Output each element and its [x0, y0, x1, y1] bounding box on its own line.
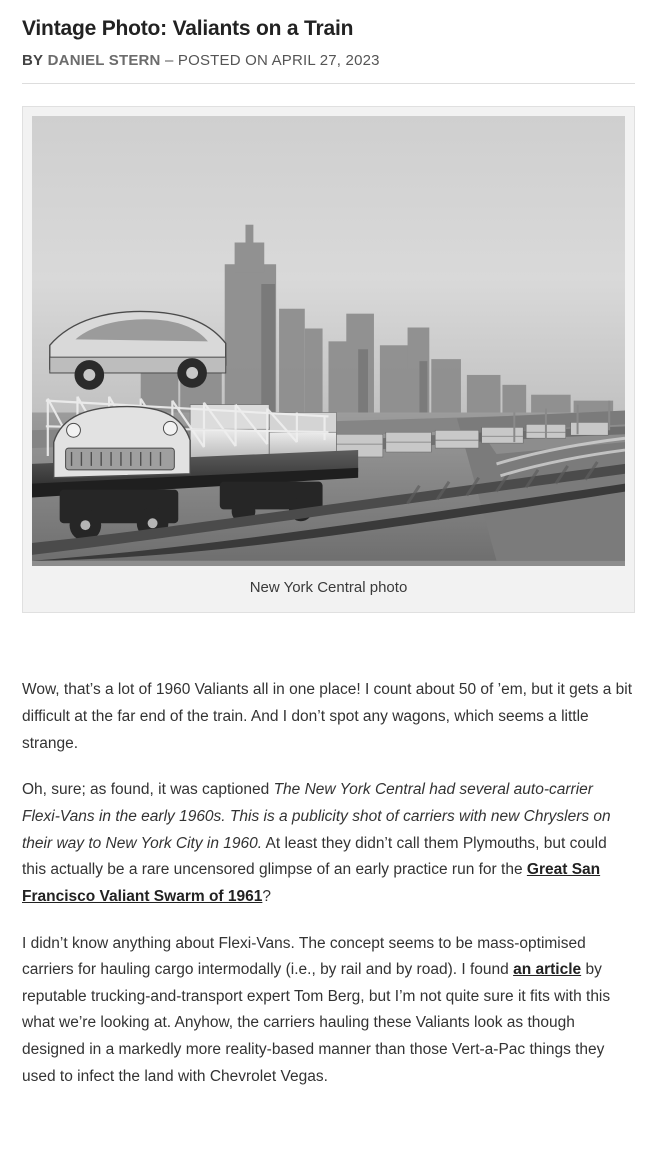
paragraph-2-text-b: At least they didn’t call them Plymouths, but could this actually be a rare uncensored glimpse of an early practice run for the [22, 834, 607, 879]
paragraph-3-text-a: I didn’t know anything about Flexi-Vans. The concept seems to be mass-optimised carriers for hauling cargo intermodally (i.e., by rail and by road). I found [22, 934, 586, 979]
byline-by-label: BY [22, 52, 44, 70]
link-an-article[interactable]: an article [513, 961, 582, 979]
byline-posted-date: – POSTED ON APRIL 27, 2023 [164, 52, 380, 70]
content-spacer [22, 613, 635, 641]
paragraph-1 [22, 677, 635, 757]
article-figure [22, 106, 635, 613]
train-photo-illustration [32, 116, 625, 561]
paragraph-3 [22, 931, 635, 1091]
page-title: Vintage Photo: Valiants on a Train [22, 17, 354, 40]
byline-author[interactable]: DANIEL STERN [47, 52, 161, 70]
link-valiant-swarm[interactable]: Great San Francisco Valiant Swarm of 1961 [22, 861, 601, 905]
paragraph-2 [22, 777, 635, 910]
figure-image [32, 116, 625, 566]
figure-caption: New York Central photo [249, 579, 408, 597]
article-body [22, 677, 635, 1090]
paragraph-2-text-c: ? [262, 887, 271, 905]
byline [22, 52, 635, 84]
paragraph-2-text-a: Oh, sure; as found, it was captioned [22, 781, 274, 799]
paragraph-3-text-b: by reputable trucking-and-transport expert Tom Berg, but I’m not quite sure it fits with this what we’re looking at. Anyhow, the carriers hauling these Valiants look as though designed in a markedly more reality-based manner than those Vert-a-Pac things they used to infect the land with Chevrolet Vegas. [22, 961, 611, 1085]
article-page [0, 16, 657, 1090]
paragraph-2-quote: The New York Central had several auto-carrier Flexi-Vans in the early 1960s. This is a publicity shot of carriers with new Chryslers on their way to New York City in 1960. [22, 781, 611, 852]
paragraph-1-text: Wow, that’s a lot of 1960 Valiants all in one place! I count about 50 of ’em, but it gets a bit difficult at the far end of the train. And I don’t spot any wagons, which seems a little strange. [22, 681, 633, 752]
